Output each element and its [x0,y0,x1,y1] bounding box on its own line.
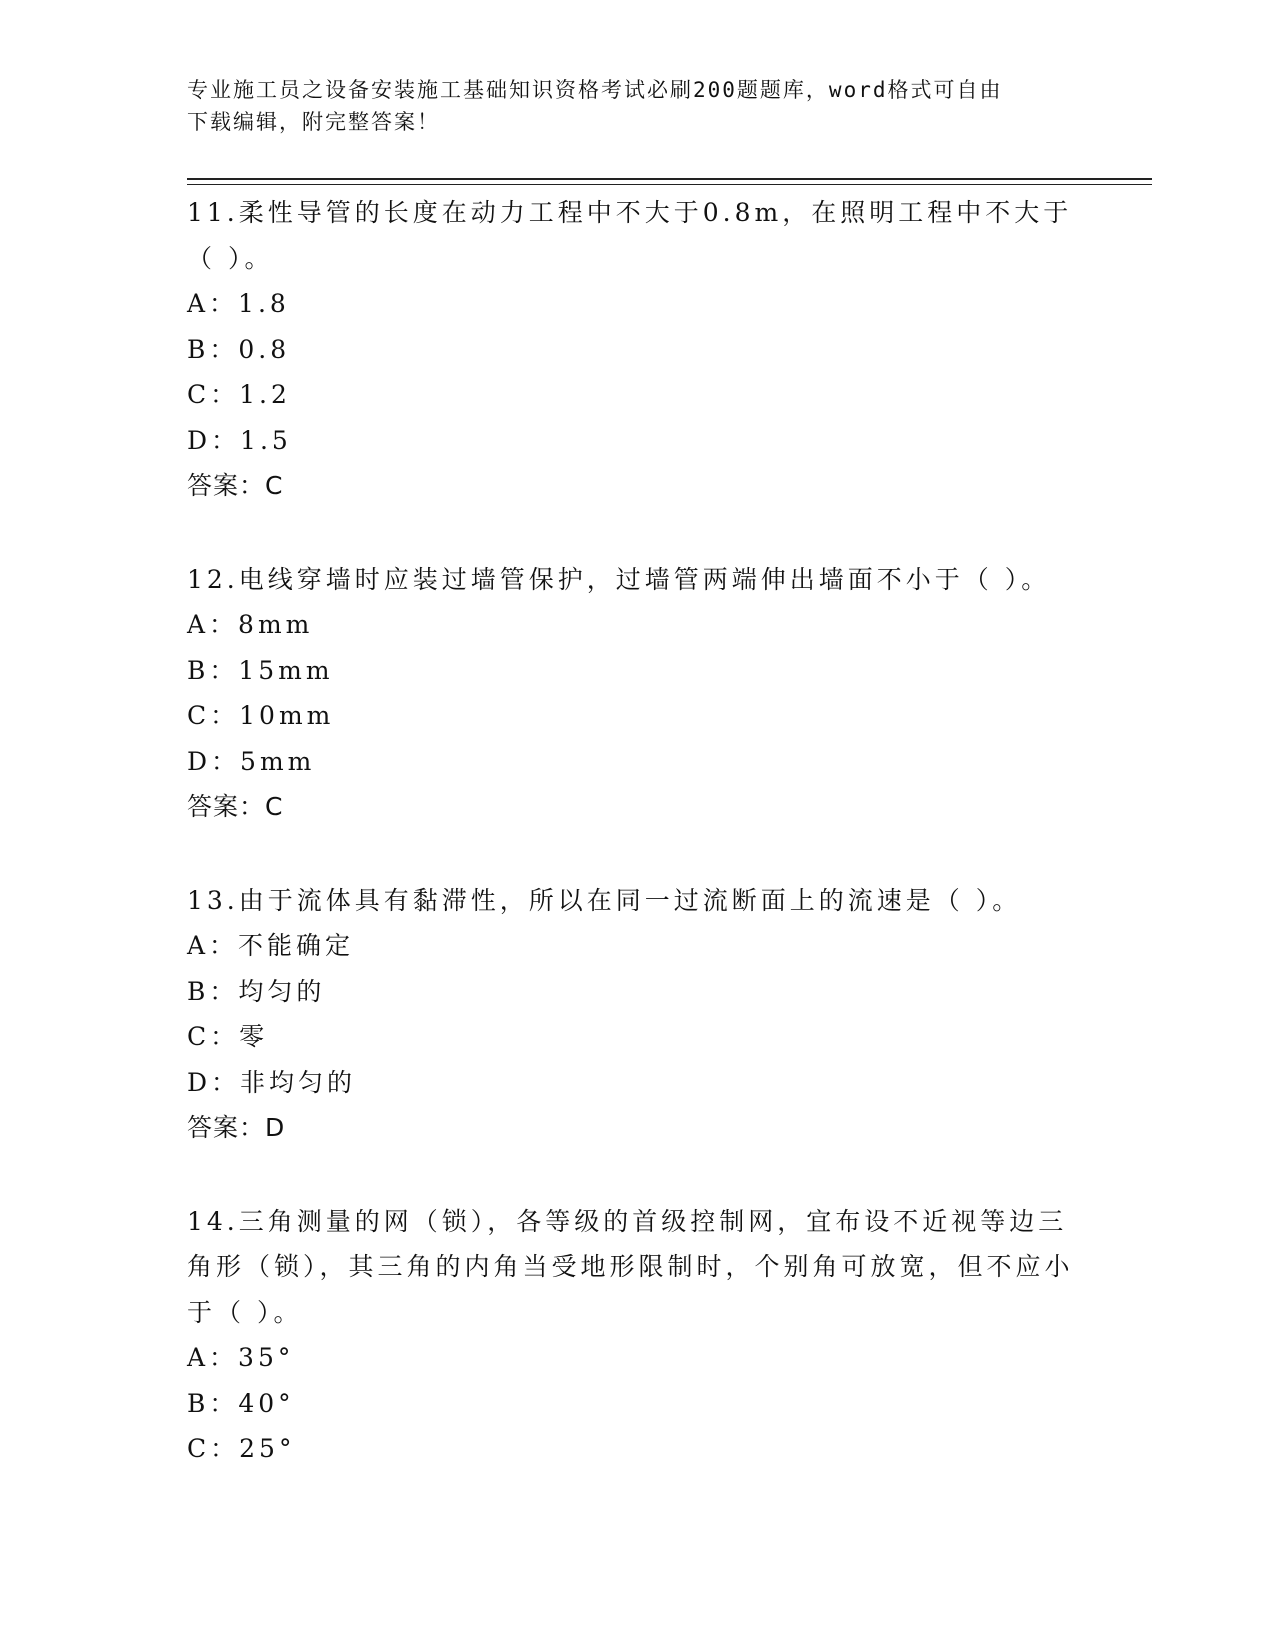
option-b: B：均匀的 [187,976,326,1006]
option-a: A：1.8 [187,289,290,318]
document-header [187,74,1067,138]
question-12 [187,557,1087,830]
question-text: 14.三角测量的网（锁），各等级的首级控制网，宜布设不近视等边三角形（锁），其三角的内角当受地形限制时，个别角可放宽，但不应小于（ ）。 [187,1206,1074,1327]
option-c: C：零 [187,1022,269,1051]
option-a: A：35° [187,1343,295,1372]
header-divider-thick [187,178,1152,180]
option-d: D：5mm [187,746,316,776]
header-line-1: 专业施工员之设备安装施工基础知识资格考试必刷200题题库，word格式可自由 [187,78,1003,102]
option-a: A：8mm [187,610,314,639]
question-11 [187,190,1087,509]
question-text: 12.电线穿墙时应装过墙管保护，过墙管两端伸出墙面不小于（ ）。 [187,564,1051,594]
question-text: 13.由于流体具有黏滞性，所以在同一过流断面上的流速是（ ）。 [187,885,1022,915]
option-c: C：10mm [187,701,335,730]
header-divider-thin [187,184,1152,185]
option-d: D：非均匀的 [187,1067,357,1097]
option-b: B：40° [187,1388,295,1418]
option-b: B：0.8 [187,334,291,364]
answer: 答案：C [187,471,284,500]
question-list [187,190,1087,1520]
option-d: D：1.5 [187,425,292,455]
answer: 答案：D [187,1113,286,1142]
question-14 [187,1199,1087,1472]
option-c: C：1.2 [187,380,291,409]
question-text: 11.柔性导管的长度在动力工程中不大于0.8m，在照明工程中不大于（ ）。 [187,198,1073,273]
question-13 [187,878,1087,1151]
answer: 答案：C [187,792,284,821]
option-b: B：15mm [187,655,334,685]
header-line-2: 下载编辑，附完整答案！ [187,110,440,134]
option-a: A：不能确定 [187,931,355,960]
option-c: C：25° [187,1434,296,1463]
